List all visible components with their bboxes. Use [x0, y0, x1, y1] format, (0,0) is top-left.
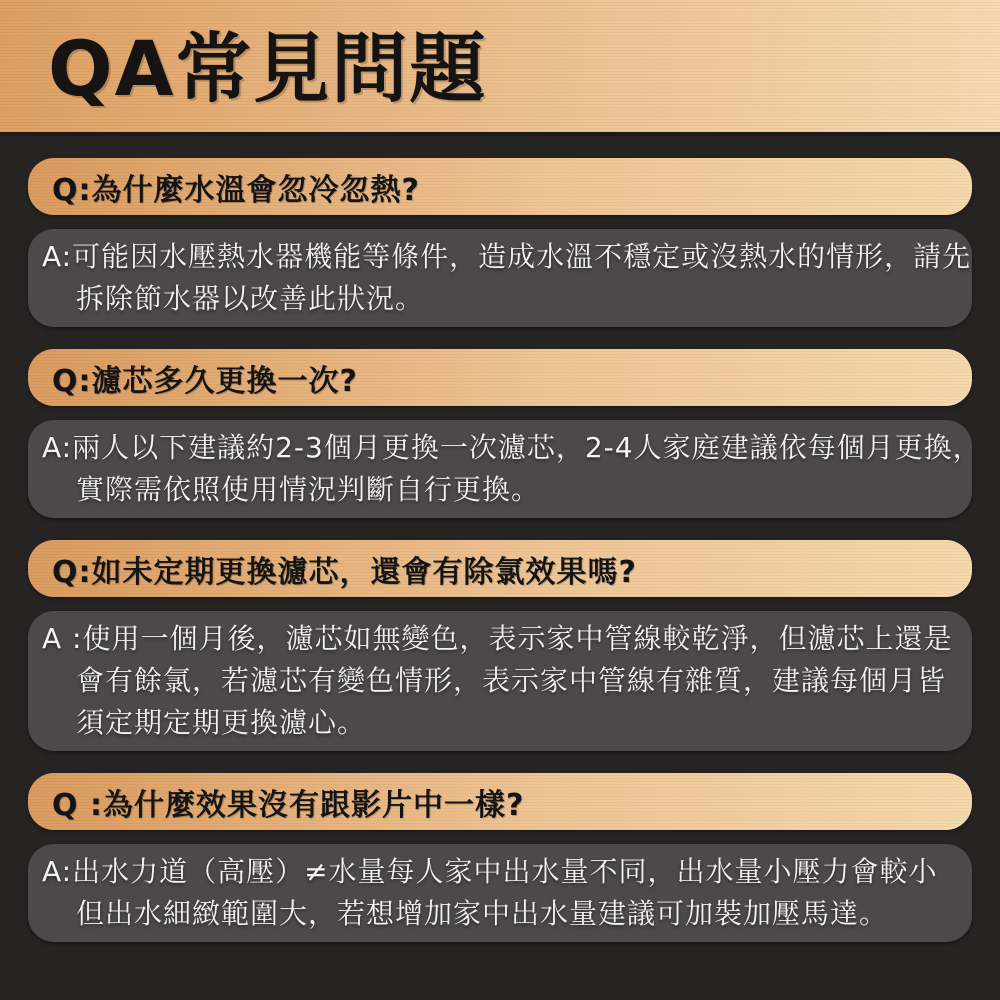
- question-text-2: Q:濾芯多久更換一次?: [52, 363, 358, 399]
- answer-line: 實際需依照使用情況判斷自行更換。: [76, 473, 541, 506]
- question-bar-4: [28, 773, 972, 830]
- answer-line: 會有餘氯，若濾芯有變色情形，表示家中管線有雜質，建議每個月皆: [76, 664, 947, 697]
- qa-block-3: [28, 540, 972, 751]
- header-banner: [0, 0, 1000, 136]
- answer-line: 但出水細緻範圍大，若想增加家中出水量建議可加裝加壓馬達。: [76, 897, 889, 930]
- page-title: QA常見問題: [48, 24, 488, 113]
- qa-block-1: [28, 158, 972, 327]
- answer-line: A:出水力道（高壓）≠水量每人家中出水量不同，出水量小壓力會較小: [42, 855, 938, 888]
- answer-line: A :使用一個月後，濾芯如無變色，表示家中管線較乾淨，但濾芯上還是: [42, 622, 953, 655]
- answer-line: A:可能因水壓熱水器機能等條件，造成水溫不穩定或沒熱水的情形，請先: [42, 240, 972, 273]
- qa-block-4: [28, 773, 972, 942]
- faq-content: [0, 158, 1000, 942]
- answer-box-1: [28, 229, 972, 327]
- answer-box-2: [28, 420, 982, 518]
- question-bar-1: [28, 158, 972, 215]
- answer-box-3: [28, 611, 972, 751]
- question-bar-3: [28, 540, 972, 597]
- answer-line: 拆除節水器以改善此狀況。: [76, 282, 425, 315]
- answer-line: 須定期定期更換濾心。: [76, 706, 367, 739]
- answer-box-4: [28, 844, 972, 942]
- answer-line: A:兩人以下建議約2-3個月更換一次濾芯，2-4人家庭建議依每個月更換，: [42, 431, 982, 464]
- question-text-1: Q:為什麼水溫會忽冷忽熱?: [52, 172, 420, 208]
- question-text-4: Q :為什麼效果沒有跟影片中一樣?: [52, 787, 525, 823]
- question-bar-2: [28, 349, 972, 406]
- question-text-3: Q:如未定期更換濾芯，還會有除氯效果嗎?: [52, 554, 637, 590]
- qa-block-2: [28, 349, 982, 518]
